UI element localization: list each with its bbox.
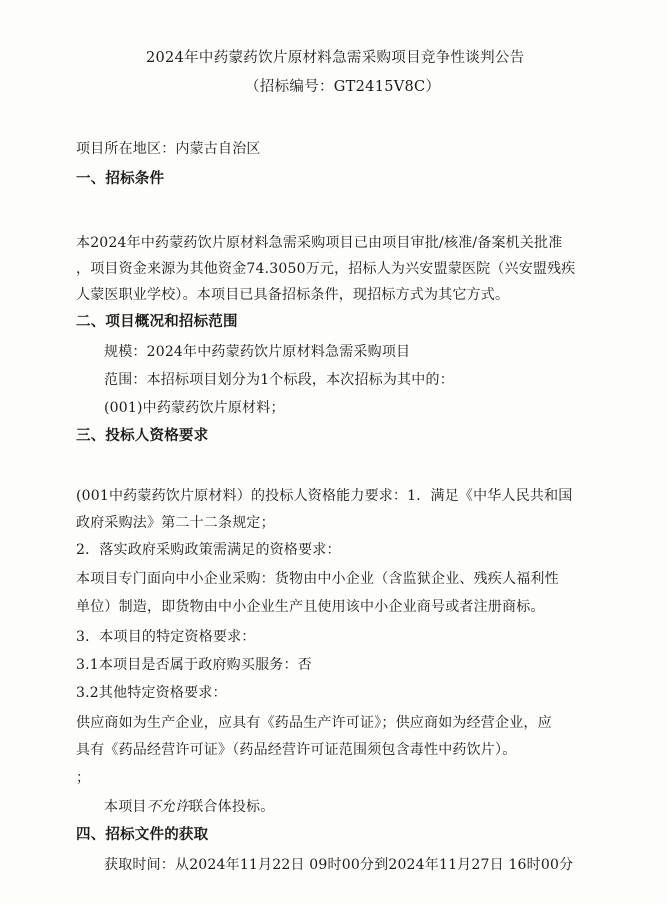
document-title: 2024年中药蒙药饮片原材料急需采购项目竞争性谈判公告: [146, 50, 525, 66]
project-scale: 规模：2024年中药蒙药饮片原材料急需采购项目: [104, 344, 411, 360]
paragraph-line: 政府采购法》第二十二条规定；: [76, 515, 275, 531]
section-heading-project-overview: 二、项目概况和招标范围: [76, 314, 238, 330]
project-region: 项目所在地区：内蒙古自治区: [76, 141, 261, 157]
paragraph-line: 3.2其他特定资格要求：: [76, 685, 227, 701]
bid-number: （招标编号：GT2415V8C）: [245, 79, 441, 95]
consortium-prefix: 本项目: [104, 799, 147, 815]
paragraph-line: 人蒙医职业学校）。本项目已具备招标条件，现招标方式为其它方式。: [76, 287, 510, 303]
paragraph-line: 3.1本项目是否属于政府购买服务：否: [76, 657, 312, 673]
consortium-statement: [104, 797, 274, 817]
paragraph-line: 3．本项目的特定资格要求：: [76, 629, 256, 645]
consortium-not-allowed: 不允许: [146, 799, 190, 815]
section-heading-bidder-qualifications: 三、投标人资格要求: [76, 428, 209, 444]
project-scope: 范围：本招标项目划分为1个标段，本次招标为其中的：: [104, 372, 454, 388]
paragraph-line: 本项目专门面向中小企业采购：货物由中小企业（含监狱企业、残疾人福利性: [76, 571, 559, 587]
paragraph-line: (001中药蒙药饮片原材料）的投标人资格能力要求：1．满足《中华人民共和国: [76, 488, 573, 504]
paragraph-line: 供应商如为生产企业，应具有《药品生产许可证》；供应商如为经营企业，应: [76, 715, 552, 731]
section-heading-bid-conditions: 一、招标条件: [76, 171, 165, 187]
paragraph-line: 具有《药品经营许可证》（药品经营许可证范围须包含毒性中药饮片）。: [76, 742, 517, 758]
paragraph-line: 本2024年中药蒙药饮片原材料急需采购项目已由项目审批/核准/备案机关批准: [76, 235, 563, 251]
paragraph-line: 2．落实政府采购政策需满足的资格要求：: [76, 542, 341, 558]
paragraph-line: 单位）制造，即货物由中小企业生产且使用该中小企业商号或者注册商标。: [76, 599, 545, 615]
section-heading-document-acquisition: 四、招标文件的获取: [76, 827, 209, 843]
paragraph-line: ；: [76, 770, 91, 786]
acquisition-time: 获取时间：从2024年11月22日 09时00分到2024年11月27日 16时00分: [104, 857, 574, 873]
consortium-suffix: 联合体投标。: [189, 799, 275, 815]
project-lot: (001)中药蒙药饮片原材料；: [104, 400, 285, 416]
paragraph-line: ，项目资金来源为其他资金74.3050万元，招标人为兴安盟蒙医院（兴安盟残疾: [76, 261, 576, 277]
